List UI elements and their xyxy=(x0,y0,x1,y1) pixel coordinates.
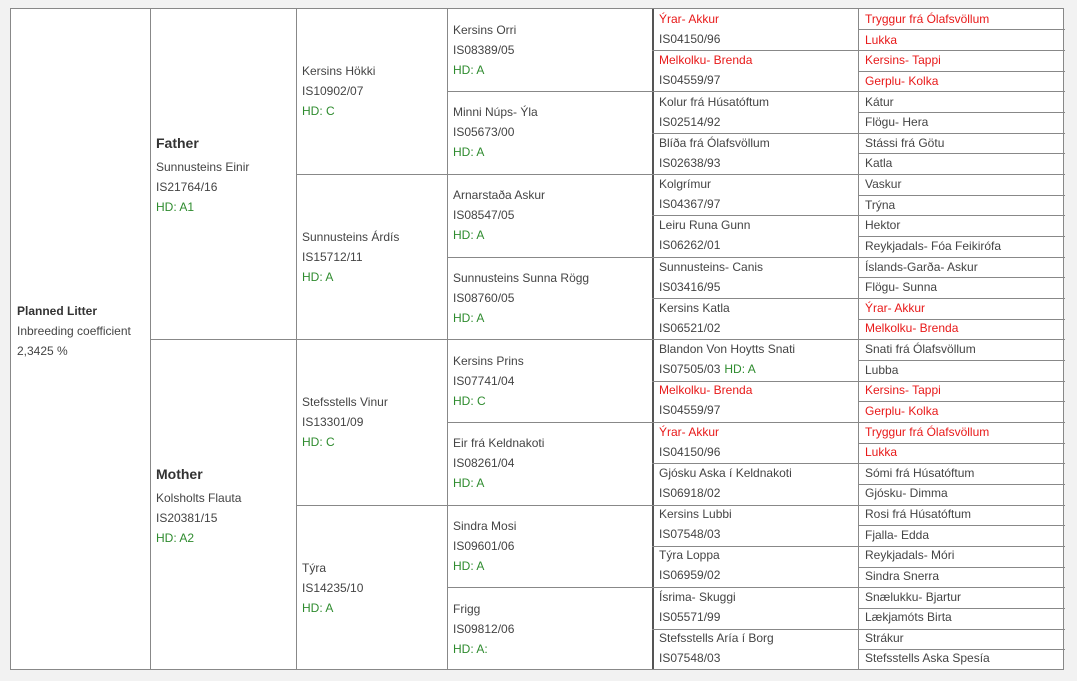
ancestor-name[interactable]: Tryggur frá Ólafsvöllum xyxy=(865,425,990,439)
ancestor-gen4-cell xyxy=(659,50,859,90)
ancestor-gen5-cell xyxy=(865,133,1065,153)
ancestor-name[interactable]: Katla xyxy=(865,156,893,170)
ancestor-gen4-cell xyxy=(659,587,859,627)
grandparent-hd: HD: C xyxy=(302,435,335,449)
ancestor-reg: IS08760/05 xyxy=(453,291,515,305)
grandparent-hd: HD: A xyxy=(302,270,334,284)
ancestor-gen4-cell xyxy=(659,422,859,462)
ancestor-name[interactable]: Sómi frá Húsatóftum xyxy=(865,466,975,480)
great-grandparent-cell xyxy=(453,20,649,80)
ancestor-gen5-cell xyxy=(865,9,1065,29)
ancestor-name[interactable]: Kersins Lubbi xyxy=(659,507,732,521)
ancestor-name[interactable]: Melkolku- Brenda xyxy=(865,321,959,335)
ancestor-gen5-cell xyxy=(865,153,1065,173)
ancestor-name[interactable]: Stássi frá Götu xyxy=(865,136,945,150)
ancestor-reg xyxy=(659,483,859,503)
ancestor-reg-text: IS04150/96 xyxy=(659,32,721,46)
ancestor-gen5-cell xyxy=(865,236,1065,256)
ancestor-gen5-cell xyxy=(865,112,1065,132)
ancestor-hd: HD: A xyxy=(453,228,485,242)
ancestor-gen4-cell xyxy=(659,628,859,668)
ancestor-name[interactable]: Strákur xyxy=(865,631,904,645)
father-reg: IS21764/16 xyxy=(156,180,218,194)
ancestor-hd: HD: A xyxy=(453,559,485,573)
mother-hd: HD: A2 xyxy=(156,531,195,545)
ancestor-name[interactable]: Tryggur frá Ólafsvöllum xyxy=(865,12,990,26)
ancestor-reg xyxy=(659,607,859,627)
ancestor-name[interactable]: Minni Núps- Ýla xyxy=(453,105,538,119)
ancestor-reg xyxy=(659,70,859,90)
grandparent-cell xyxy=(302,61,447,121)
ancestor-gen4-cell xyxy=(659,174,859,214)
father-cell xyxy=(156,133,296,217)
grandparent-cell xyxy=(302,558,447,618)
grandparent-reg: IS13301/09 xyxy=(302,415,364,429)
ancestor-gen5-cell xyxy=(865,92,1065,112)
ancestor-gen5-cell xyxy=(865,587,1065,607)
ancestor-gen5-cell xyxy=(865,422,1065,442)
ancestor-hd: HD: A xyxy=(724,362,756,376)
ancestor-gen5-cell xyxy=(865,298,1065,318)
ancestor-name[interactable]: Arnarstaða Askur xyxy=(453,188,546,202)
ancestor-gen5-cell xyxy=(865,277,1065,297)
ancestor-hd: HD: A xyxy=(453,63,485,77)
great-grandparent-cell xyxy=(453,599,649,659)
ancestor-name[interactable]: Fjalla- Edda xyxy=(865,528,930,542)
ancestor-gen5-cell xyxy=(865,401,1065,421)
ancestor-gen5-cell xyxy=(865,463,1065,483)
great-grandparent-cell xyxy=(453,516,649,576)
ancestor-gen5-cell xyxy=(865,442,1065,462)
ancestor-reg: IS08547/05 xyxy=(453,208,515,222)
ancestor-gen5-cell xyxy=(865,566,1065,586)
ancestor-reg-text: IS02514/92 xyxy=(659,115,721,129)
ancestor-gen5-cell xyxy=(865,648,1065,668)
grandparent-name[interactable]: Kersins Hökki xyxy=(302,64,376,78)
ancestor-name[interactable]: Lubba xyxy=(865,363,899,377)
ancestor-gen5-cell xyxy=(865,380,1065,400)
ancestor-reg-text: IS05571/99 xyxy=(659,610,721,624)
ancestor-gen4-cell xyxy=(659,133,859,173)
ancestor-name[interactable]: Ýrar- Akkur xyxy=(865,301,926,315)
ancestor-gen4-cell xyxy=(659,504,859,544)
ancestor-reg: IS07741/04 xyxy=(453,374,515,388)
ancestor-name[interactable]: Ýrar- Akkur xyxy=(659,425,720,439)
ancestor-gen5-cell xyxy=(865,30,1065,50)
ancestor-hd: HD: A xyxy=(453,145,485,159)
ancestor-gen5-cell xyxy=(865,525,1065,545)
ancestor-name[interactable]: Sindra Snerra xyxy=(865,569,940,583)
ancestor-reg-text: IS04367/97 xyxy=(659,197,721,211)
ancestor-gen4-cell xyxy=(659,257,859,297)
ancestor-reg-text: IS07548/03 xyxy=(659,651,721,665)
ancestor-reg xyxy=(659,235,859,255)
ancestor-name[interactable]: Kátur xyxy=(865,95,894,109)
ancestor-reg-text: IS04559/97 xyxy=(659,73,721,87)
ancestor-reg xyxy=(659,153,859,173)
ancestor-reg xyxy=(659,318,859,338)
ancestor-reg-text: IS07548/03 xyxy=(659,527,721,541)
ancestor-reg-text: IS06918/02 xyxy=(659,486,721,500)
ancestor-name[interactable]: Stefsstells Aska Spesía xyxy=(865,651,990,665)
ancestor-name[interactable]: Reykjadals- Móri xyxy=(865,548,955,562)
ancestor-name[interactable]: Melkolku- Brenda xyxy=(659,53,753,67)
ancestor-gen4-cell xyxy=(659,92,859,132)
ancestor-name[interactable]: Snati frá Ólafsvöllum xyxy=(865,342,976,356)
great-grandparent-cell xyxy=(453,351,649,411)
grandparent-hd: HD: C xyxy=(302,104,335,118)
ancestor-gen4-cell xyxy=(659,545,859,585)
ancestor-gen5-cell xyxy=(865,545,1065,565)
great-grandparent-cell xyxy=(453,185,649,245)
ancestor-gen4-cell xyxy=(659,339,859,379)
ancestor-reg xyxy=(659,277,859,297)
ancestor-reg: IS05673/00 xyxy=(453,125,515,139)
ancestor-name[interactable]: Reykjadals- Fóa Feikirófa xyxy=(865,239,1002,253)
ancestor-name[interactable]: Sunnusteins Sunna Rögg xyxy=(453,271,590,285)
ancestor-reg-text: IS04559/97 xyxy=(659,403,721,417)
ancestor-reg xyxy=(659,524,859,544)
grandparent-name[interactable]: Stefsstells Vinur xyxy=(302,395,388,409)
ancestor-name[interactable]: Sindra Mosi xyxy=(453,519,517,533)
ancestor-reg xyxy=(659,400,859,420)
ancestor-name[interactable]: Leiru Runa Gunn xyxy=(659,218,751,232)
father-name[interactable]: Sunnusteins Einir xyxy=(156,160,250,174)
ancestor-name[interactable]: Snælukku- Bjartur xyxy=(865,590,962,604)
ancestor-gen5-cell xyxy=(865,174,1065,194)
ancestor-gen4-cell xyxy=(659,463,859,503)
ancestor-reg: IS08261/04 xyxy=(453,456,515,470)
ancestor-reg: IS09601/06 xyxy=(453,539,515,553)
grandparent-name[interactable]: Týra xyxy=(302,561,326,575)
ancestor-name[interactable]: Stefsstells Aría í Borg xyxy=(659,631,774,645)
ancestor-gen5-cell xyxy=(865,195,1065,215)
ancestor-gen5-cell xyxy=(865,318,1065,338)
ancestor-name[interactable]: Kersins Orri xyxy=(453,23,517,37)
ancestor-name[interactable]: Lukka xyxy=(865,33,898,47)
ancestor-name[interactable]: Kersins Katla xyxy=(659,301,730,315)
ancestor-reg-text: IS03416/95 xyxy=(659,280,721,294)
grandparent-reg: IS10902/07 xyxy=(302,84,364,98)
ancestor-name[interactable]: Gjósku- Dimma xyxy=(865,486,948,500)
ancestor-gen5-cell xyxy=(865,339,1065,359)
ancestor-name[interactable]: Flögu- Sunna xyxy=(865,280,938,294)
ancestor-name[interactable]: Íslands-Garða- Askur xyxy=(865,260,978,274)
ancestor-reg: IS08389/05 xyxy=(453,43,515,57)
father-heading: Father xyxy=(156,135,199,151)
ancestor-name[interactable]: Gerplu- Kolka xyxy=(865,74,939,88)
ancestor-reg-text: IS07505/03 xyxy=(659,362,721,376)
ancestor-gen4-cell xyxy=(659,215,859,255)
ancestor-gen5-cell xyxy=(865,257,1065,277)
ancestor-name[interactable]: Vaskur xyxy=(865,177,902,191)
ancestor-reg xyxy=(659,112,859,132)
mother-reg: IS20381/15 xyxy=(156,511,218,525)
ancestor-reg-text: IS06521/02 xyxy=(659,321,721,335)
ancestor-gen5-cell xyxy=(865,50,1065,70)
mother-name[interactable]: Kolsholts Flauta xyxy=(156,491,242,505)
ancestor-name[interactable]: Trýna xyxy=(865,198,896,212)
grandparent-cell xyxy=(302,227,447,287)
ancestor-name[interactable]: Ýrar- Akkur xyxy=(659,12,720,26)
ancestor-name[interactable]: Kersins- Tappi xyxy=(865,383,941,397)
ancestor-name[interactable]: Melkolku- Brenda xyxy=(659,383,753,397)
ancestor-reg xyxy=(659,194,859,214)
ancestor-name[interactable]: Blíða frá Ólafsvöllum xyxy=(659,136,770,150)
ancestor-name[interactable]: Hektor xyxy=(865,218,901,232)
ancestor-reg-text: IS04150/96 xyxy=(659,445,721,459)
ancestor-reg-text: IS06262/01 xyxy=(659,238,721,252)
ancestor-name[interactable]: Lækjamóts Birta xyxy=(865,610,952,624)
ancestor-reg xyxy=(659,442,859,462)
ancestor-name[interactable]: Kolgrímur xyxy=(659,177,712,191)
ancestor-reg-text: IS06959/02 xyxy=(659,568,721,582)
planned-litter-title: Planned Litter xyxy=(17,304,98,318)
ancestor-hd: HD: A: xyxy=(453,642,488,656)
ancestor-reg xyxy=(659,359,859,379)
ancestor-gen5-cell xyxy=(865,360,1065,380)
ancestor-gen5-cell xyxy=(865,607,1065,627)
ancestor-reg xyxy=(659,648,859,668)
great-grandparent-cell xyxy=(453,102,649,162)
ancestor-reg xyxy=(659,565,859,585)
great-grandparent-cell xyxy=(453,268,649,328)
pedigree-tree xyxy=(10,8,1064,670)
grandparent-reg: IS14235/10 xyxy=(302,581,364,595)
ancestor-name[interactable]: Kersins- Tappi xyxy=(865,53,941,67)
grandparent-name[interactable]: Sunnusteins Árdís xyxy=(302,230,400,244)
ancestor-gen5-cell xyxy=(865,504,1065,524)
ancestor-name[interactable]: Eir frá Keldnakoti xyxy=(453,436,545,450)
inbreeding-value: 2,3425 % xyxy=(17,344,68,358)
ancestor-gen4-cell xyxy=(659,380,859,420)
ancestor-name[interactable]: Frigg xyxy=(453,602,481,616)
grandparent-reg: IS15712/11 xyxy=(302,250,363,264)
ancestor-name[interactable]: Ísrima- Skuggi xyxy=(659,590,736,604)
ancestor-gen4-cell xyxy=(659,9,859,49)
ancestor-name[interactable]: Flögu- Hera xyxy=(865,115,929,129)
ancestor-name[interactable]: Lukka xyxy=(865,445,898,459)
ancestor-gen5-cell xyxy=(865,628,1065,648)
planned-litter-cell xyxy=(17,301,147,361)
ancestor-name[interactable]: Sunnusteins- Canis xyxy=(659,260,764,274)
ancestor-reg: IS09812/06 xyxy=(453,622,515,636)
grandparent-hd: HD: A xyxy=(302,601,334,615)
ancestor-name[interactable]: Kolur frá Húsatóftum xyxy=(659,95,770,109)
ancestor-name[interactable]: Rosi frá Húsatóftum xyxy=(865,507,972,521)
ancestor-hd: HD: A xyxy=(453,476,485,490)
grandparent-cell xyxy=(302,392,447,452)
ancestor-reg xyxy=(659,29,859,49)
ancestor-name[interactable]: Týra Loppa xyxy=(659,548,720,562)
ancestor-name[interactable]: Gerplu- Kolka xyxy=(865,404,939,418)
ancestor-name[interactable]: Blandon Von Hoytts Snati xyxy=(659,342,796,356)
great-grandparent-cell xyxy=(453,433,649,493)
ancestor-hd: HD: A xyxy=(453,311,485,325)
ancestor-hd: HD: C xyxy=(453,394,486,408)
ancestor-name[interactable]: Gjósku Aska í Keldnakoti xyxy=(659,466,792,480)
ancestor-gen4-cell xyxy=(659,298,859,338)
mother-heading: Mother xyxy=(156,466,203,482)
father-hd: HD: A1 xyxy=(156,200,195,214)
ancestor-gen5-cell xyxy=(865,71,1065,91)
mother-cell xyxy=(156,464,296,548)
ancestor-name[interactable]: Kersins Prins xyxy=(453,354,524,368)
ancestor-gen5-cell xyxy=(865,215,1065,235)
ancestor-gen5-cell xyxy=(865,483,1065,503)
ancestor-reg-text: IS02638/93 xyxy=(659,156,721,170)
inbreeding-label: Inbreeding coefficient xyxy=(17,324,131,338)
